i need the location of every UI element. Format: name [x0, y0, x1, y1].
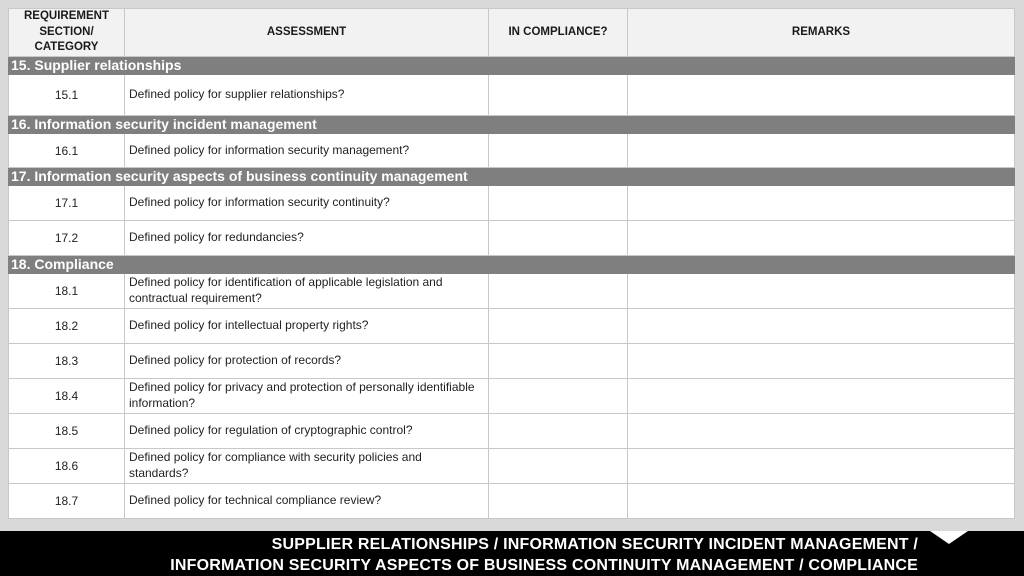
row-compliance-cell[interactable]	[489, 309, 628, 344]
table-row	[9, 449, 1015, 484]
row-number: 16.1	[9, 134, 125, 168]
row-assessment: Defined policy for supplier relationships?	[125, 75, 489, 116]
row-number: 18.6	[9, 449, 125, 484]
row-assessment: Defined policy for redundancies?	[125, 221, 489, 256]
row-number: 17.1	[9, 186, 125, 221]
row-assessment: Defined policy for regulation of cryptographic control?	[125, 414, 489, 449]
row-compliance-cell[interactable]	[489, 344, 628, 379]
footer-line-1: SUPPLIER RELATIONSHIPS / INFORMATION SECURITY INCIDENT MANAGEMENT /	[271, 536, 918, 553]
table-row	[9, 274, 1015, 309]
table-row	[9, 75, 1015, 116]
table-row	[9, 221, 1015, 256]
table-row	[9, 186, 1015, 221]
table-row	[9, 414, 1015, 449]
row-compliance-cell[interactable]	[489, 134, 628, 168]
row-assessment: Defined policy for privacy and protection of personally identifiable information?	[125, 379, 489, 414]
table-row	[9, 379, 1015, 414]
row-assessment: Defined policy for identification of applicable legislation and contractual requirement?	[125, 274, 489, 309]
row-remarks-cell[interactable]	[628, 274, 1015, 309]
table-row	[9, 344, 1015, 379]
row-compliance-cell[interactable]	[489, 414, 628, 449]
row-number: 18.5	[9, 414, 125, 449]
row-number: 15.1	[9, 75, 125, 116]
row-number: 18.1	[9, 274, 125, 309]
section-title: 17. Information security aspects of business continuity management	[9, 168, 1015, 186]
row-compliance-cell[interactable]	[489, 274, 628, 309]
row-remarks-cell[interactable]	[628, 309, 1015, 344]
row-assessment: Defined policy for protection of records?	[125, 344, 489, 379]
row-assessment: Defined policy for information security management?	[125, 134, 489, 168]
row-remarks-cell[interactable]	[628, 414, 1015, 449]
header-in-compliance: IN COMPLIANCE?	[489, 9, 628, 57]
row-remarks-cell[interactable]	[628, 344, 1015, 379]
table-row	[9, 309, 1015, 344]
table-header-row	[9, 9, 1015, 57]
section-header	[9, 57, 1015, 75]
row-compliance-cell[interactable]	[489, 221, 628, 256]
header-remarks: REMARKS	[628, 9, 1015, 57]
row-number: 18.4	[9, 379, 125, 414]
footer-chevron-icon	[930, 531, 968, 544]
row-assessment: Defined policy for compliance with security policies and standards?	[125, 449, 489, 484]
section-title: 15. Supplier relationships	[9, 57, 1015, 75]
compliance-table	[8, 8, 1015, 519]
row-remarks-cell[interactable]	[628, 484, 1015, 519]
row-compliance-cell[interactable]	[489, 186, 628, 221]
footer-caption	[0, 534, 918, 576]
section-header	[9, 116, 1015, 134]
row-compliance-cell[interactable]	[489, 379, 628, 414]
row-number: 17.2	[9, 221, 125, 256]
table-row	[9, 134, 1015, 168]
row-remarks-cell[interactable]	[628, 379, 1015, 414]
compliance-checklist	[8, 8, 1014, 519]
section-header	[9, 256, 1015, 274]
row-assessment: Defined policy for technical compliance review?	[125, 484, 489, 519]
row-remarks-cell[interactable]	[628, 221, 1015, 256]
row-remarks-cell[interactable]	[628, 449, 1015, 484]
table-row	[9, 484, 1015, 519]
row-remarks-cell[interactable]	[628, 186, 1015, 221]
row-compliance-cell[interactable]	[489, 75, 628, 116]
section-title: 18. Compliance	[9, 256, 1015, 274]
row-remarks-cell[interactable]	[628, 134, 1015, 168]
section-title: 16. Information security incident management	[9, 116, 1015, 134]
section-header	[9, 168, 1015, 186]
row-compliance-cell[interactable]	[489, 484, 628, 519]
row-assessment: Defined policy for intellectual property rights?	[125, 309, 489, 344]
row-compliance-cell[interactable]	[489, 449, 628, 484]
row-assessment: Defined policy for information security continuity?	[125, 186, 489, 221]
row-number: 18.2	[9, 309, 125, 344]
footer-line-2: INFORMATION SECURITY ASPECTS OF BUSINESS CONTINUITY MANAGEMENT / COMPLIANCE	[170, 557, 918, 574]
header-requirement: REQUIREMENT SECTION/ CATEGORY	[9, 9, 125, 57]
row-number: 18.7	[9, 484, 125, 519]
row-remarks-cell[interactable]	[628, 75, 1015, 116]
header-assessment: ASSESSMENT	[125, 9, 489, 57]
row-number: 18.3	[9, 344, 125, 379]
